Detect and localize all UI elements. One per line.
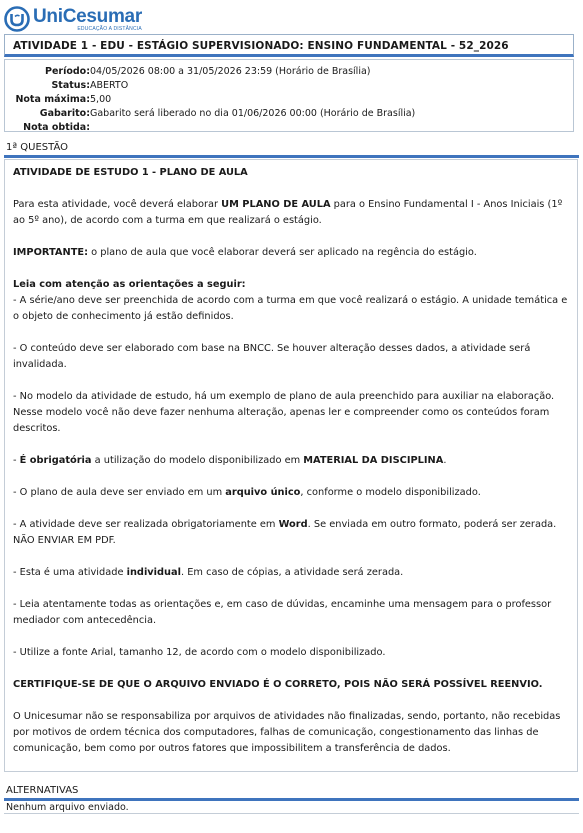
guidelines-heading: Leia com atenção as orientações a seguir:	[13, 279, 246, 290]
paragraph-font: - Utilize a fonte Arial, tamanho 12, de acordo com o modelo disponibilizado.	[13, 647, 386, 658]
info-row-max-grade	[5, 93, 573, 107]
alternatives-bottom-border	[4, 813, 579, 814]
paragraph-intro	[13, 197, 569, 229]
paragraph-model: - No modelo da atividade de estudo, há um exemplo de plano de aula preenchido para auxiliar na elaboração. Nesse modelo você não deve fazer nenhuma alteração, apenas ler e compreender como os conteúdos foram descritos.	[13, 391, 555, 434]
question-header-rule	[4, 155, 579, 158]
paragraph-certify: CERTIFIQUE-SE DE QUE O ARQUIVO ENVIADO É O CORRETO, POIS NÃO SERÁ POSSÍVEL REENVIO.	[13, 679, 543, 690]
period-value: 04/05/2026 08:00 a 31/05/2026 23:59 (Horário de Brasília)	[90, 66, 371, 77]
text-bold: MATERIAL DA DISCIPLINA	[303, 455, 444, 466]
text: Para esta atividade, você deverá elaborar	[13, 199, 222, 210]
text-bold: Word	[278, 519, 308, 530]
text: . Em caso de cópias, a atividade será zerada.	[181, 567, 404, 578]
alternatives-header-rule	[4, 798, 579, 801]
alternatives-header: ALTERNATIVAS	[6, 785, 79, 796]
info-row-answer-key	[5, 107, 573, 121]
question-header: 1ª QUESTÃO	[6, 142, 68, 153]
max-grade-label: Nota máxima:	[15, 94, 90, 105]
obtained-grade-label: Nota obtida:	[23, 122, 90, 133]
text-bold: individual	[126, 567, 181, 578]
paragraph-disclaimer: O Unicesumar não se responsabiliza por arquivos de atividades não finalizadas, sendo, portanto, não recebidas por motivos de ordem técnica dos computadores, falhas de comunicação, congestionamento das linhas de comunicação, bem como por outros fatores que impossibilitem a transferência de dados.	[13, 711, 561, 754]
text-bold: arquivo único	[225, 487, 301, 498]
paragraph-bncc: - O conteúdo deve ser elaborado com base na BNCC. Se houver alteração desses dados, a atividade será invalidada.	[13, 343, 531, 370]
paragraph-guidelines	[13, 277, 569, 325]
question-title: ATIVIDADE DE ESTUDO 1 - PLANO DE AULA	[13, 167, 248, 178]
paragraph-individual	[13, 565, 569, 581]
text-bold: É obrigatória	[19, 455, 92, 466]
unicesumar-logo-icon	[4, 6, 30, 32]
answer-key-value: Gabarito será liberado no dia 01/06/2026 00:00 (Horário de Brasília)	[90, 108, 416, 119]
text-bold: IMPORTANTE:	[13, 247, 89, 258]
no-file-message: Nenhum arquivo enviado.	[6, 802, 129, 813]
paragraph-doubts: - Leia atentamente todas as orientações e, em caso de dúvidas, encaminhe uma mensagem para o professor mediador com antecedência.	[13, 599, 552, 626]
paragraph-important	[13, 245, 569, 261]
activity-title: ATIVIDADE 1 - EDU - ESTÁGIO SUPERVISIONADO: ENSINO FUNDAMENTAL - 52_2026	[4, 34, 574, 57]
period-label: Período:	[45, 66, 90, 77]
paragraph-single-file	[13, 485, 569, 501]
max-grade-value: 5,00	[90, 94, 112, 105]
text: - O plano de aula deve ser enviado em um	[13, 487, 226, 498]
text: . Se enviada em outro formato, poderá ser zerada. NÃO ENVIAR EM PDF.	[13, 519, 557, 546]
info-row-period	[5, 65, 573, 79]
logo-name: UniCesumar	[33, 6, 142, 27]
status-value: ABERTO	[90, 80, 129, 91]
info-row-status	[5, 79, 573, 93]
text: -	[13, 455, 20, 466]
text: o plano de aula que você elaborar deverá ser aplicado na regência do estágio.	[88, 247, 477, 258]
activity-info-panel	[4, 59, 574, 132]
answer-key-label: Gabarito:	[39, 108, 90, 119]
text: .	[443, 455, 447, 466]
text: - A atividade deve ser realizada obrigatoriamente em	[13, 519, 279, 530]
info-row-obtained-grade	[5, 121, 573, 135]
text: - Esta é uma atividade	[13, 567, 127, 578]
unicesumar-logo	[4, 6, 142, 32]
text: , conforme o modelo disponibilizado.	[300, 487, 481, 498]
text: a utilização do modelo disponibilizado em	[91, 455, 304, 466]
paragraph-word	[13, 517, 569, 549]
text: - A série/ano deve ser preenchida de acordo com a turma em que você realizará o estágio. A unidade temática e o objeto de conhecimento já estão definidos.	[13, 295, 568, 322]
text-bold: UM PLANO DE AULA	[221, 199, 331, 210]
text: para o Ensino Fundamental I - Anos Iniciais (1º ao 5º ano), de acordo com a turma em que realizará o estágio.	[13, 199, 563, 226]
logo-subtitle: EDUCAÇÃO A DISTÂNCIA	[77, 26, 142, 32]
question-content	[4, 159, 578, 772]
paragraph-mandatory	[13, 453, 569, 469]
status-label: Status:	[51, 80, 90, 91]
